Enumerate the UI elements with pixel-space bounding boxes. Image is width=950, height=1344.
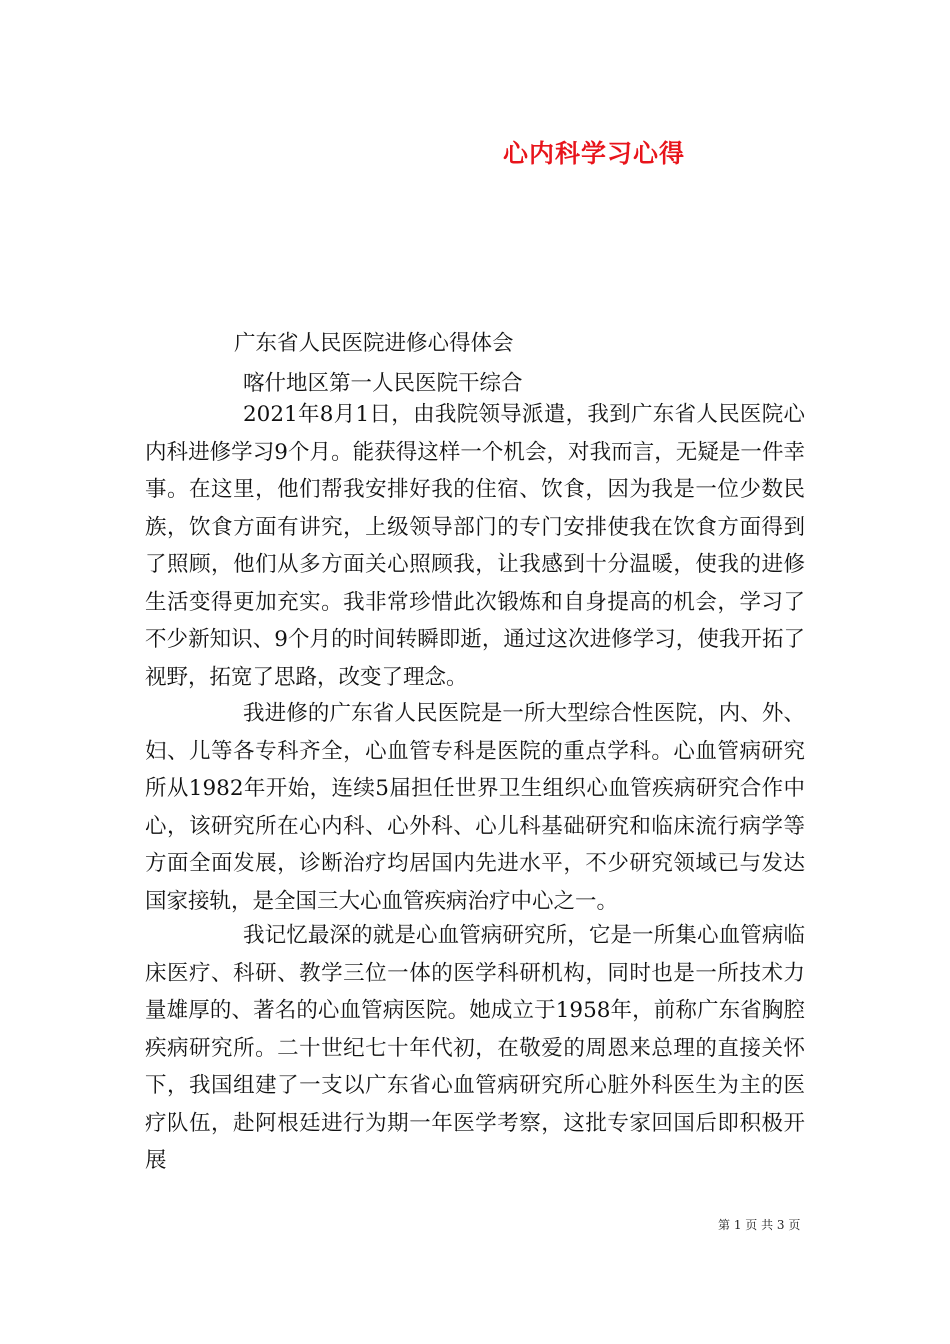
paragraph-1: 2021年8月1日，由我院领导派遣，我到广东省人民医院心内科进修学习9个月。能获得这样一个机会，对我而言，无疑是一件幸事。在这里，他们帮我安排好我的住宿、饮食，因为我是一位少数民族，饮食方面有讲究，上级领导部门的专门安排使我在饮食方面得到了照顾，他们从多方面关心照顾我，让我感到十分温暖，使我的进修生活变得更加充实。我非常珍惜此次锻炼和自身提高的机会，学习了不少新知识、9个月的时间转瞬即逝，通过这次进修学习，使我开拓了视野，拓宽了思路，改变了理念。	[145, 402, 805, 690]
subtitle-hospital: 广东省人民医院进修心得体会	[234, 331, 514, 356]
document-title: 心内科学习心得	[503, 139, 686, 168]
author-line: 喀什地区第一人民医院干综合	[243, 371, 523, 396]
page-number-footer: 第 1 页 共 3 页	[718, 1218, 801, 1232]
paragraph-3: 我记忆最深的就是心血管病研究所，它是一所集心血管病临床医疗、科研、教学三位一体的医学科研机构，同时也是一所技术力量雄厚的、著名的心血管病医院。她成立于1958年，前称广东省胸腔疾病研究所。二十世纪七十年代初，在敬爱的周恩来总理的直接关怀下，我国组建了一支以广东省心血管病研究所心脏外科医生为主的医疗队伍，赴阿根廷进行为期一年医学考察，这批专家回国后即积极开展	[145, 923, 805, 1173]
paragraph-2: 我进修的广东省人民医院是一所大型综合性医院，内、外、妇、儿等各专科齐全，心血管专科是医院的重点学科。心血管病研究所从1982年开始，连续5届担任世界卫生组织心血管疾病研究合作中心，该研究所在心内科、心外科、心儿科基础研究和临床流行病学等方面全面发展，诊断治疗均居国内先进水平，不少研究领域已与发达国家接轨，是全国三大心血管疾病治疗中心之一。	[145, 701, 805, 914]
